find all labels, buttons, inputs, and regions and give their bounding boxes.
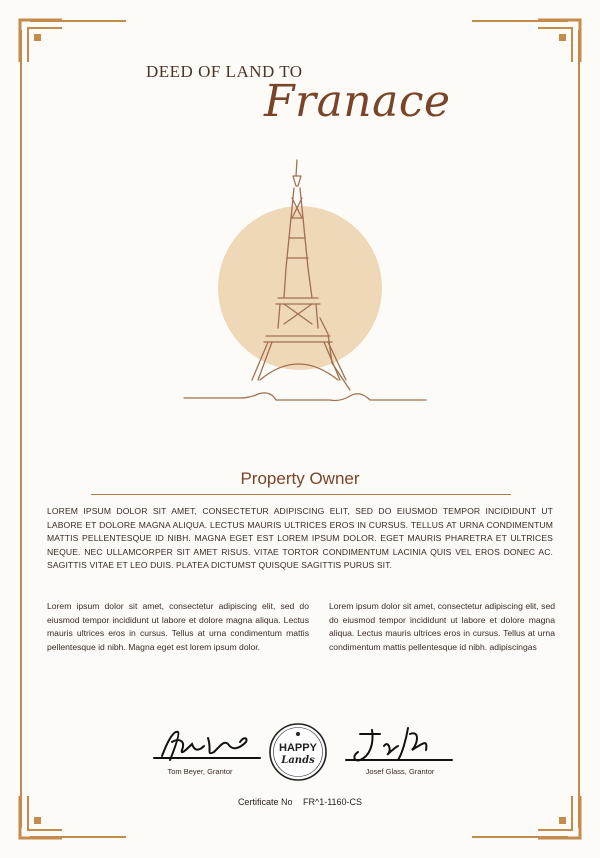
seal-line-1: HAPPY	[279, 742, 317, 754]
border-left	[20, 30, 22, 828]
grantor-name-left: Tom Beyer, Grantor	[167, 767, 233, 776]
signature-right	[340, 720, 460, 766]
owner-paragraph-left: Lorem ipsum dolor sit amet, consectetur adipiscing elit, sed do eiusmod tempor incididunt ut labore et dolore magna aliqua. Lectus mauris ultrices eros in cursus. Tellus at urna condimentum mattis pellentesque id nibh. Magna eget est lorem ipsum dolor.	[47, 601, 309, 652]
happy-lands-seal	[268, 722, 328, 782]
certificate-line	[0, 797, 600, 807]
signature-left	[148, 720, 268, 766]
grantor-name-right: Josef Glass, Grantor	[365, 767, 435, 776]
border-right	[578, 30, 580, 828]
certificate-number: FR^1-1160-CS	[302, 797, 363, 807]
owner-paragraph-right: Lorem ipsum dolor sit amet, consectetur adipiscing elit, sed do eiusmod tempor incididunt ut labore et dolore magna aliqua. Lectus mauris ultrices eros in cursus. Tellus at urna condimentum mattis pellentesque id nibh. adipiscingas	[329, 601, 555, 652]
eiffel-tower-icon	[180, 158, 430, 408]
deed-subtitle: DEED OF LAND TO	[146, 62, 303, 81]
deed-title: Franace	[264, 76, 451, 127]
seal-line-2: Lands	[281, 755, 315, 766]
heading-divider	[91, 494, 511, 495]
property-owner-heading: Property Owner	[240, 469, 360, 488]
corner-ornament-top-right	[536, 18, 582, 64]
owner-paragraph-caps: LOREM IPSUM DOLOR SIT AMET, CONSECTETUR ADIPISCING ELIT, SED DO EIUSMOD TEMPOR INCIDIDUNT UT LABORE ET DOLORE MAGNA ALIQUA. LECTUS MAURIS ULTRICES EROS IN CURSUS. TELLUS AT URNA CONDIMENTUM MATTIS PELLENTESQUE ID NIBH. MAGNA EGET EST LOREM IPSUM DOLOR. EGET MAURIS PHARETRA ET ULTRICES NEQUE. NEC ULLAMCORPER SIT AMET RISUS. VITAE TORTOR CONDIMENTUM LACINIA QUIS VEL EROS DONEC AC. SAGITTIS VITAE ET LEO DUIS. PLATEA DICTUMST QUISQUE SAGITTIS PURUS SIT.	[47, 506, 553, 570]
corner-ornament-top-left	[18, 18, 64, 64]
certificate-label: Certificate No	[237, 797, 293, 807]
